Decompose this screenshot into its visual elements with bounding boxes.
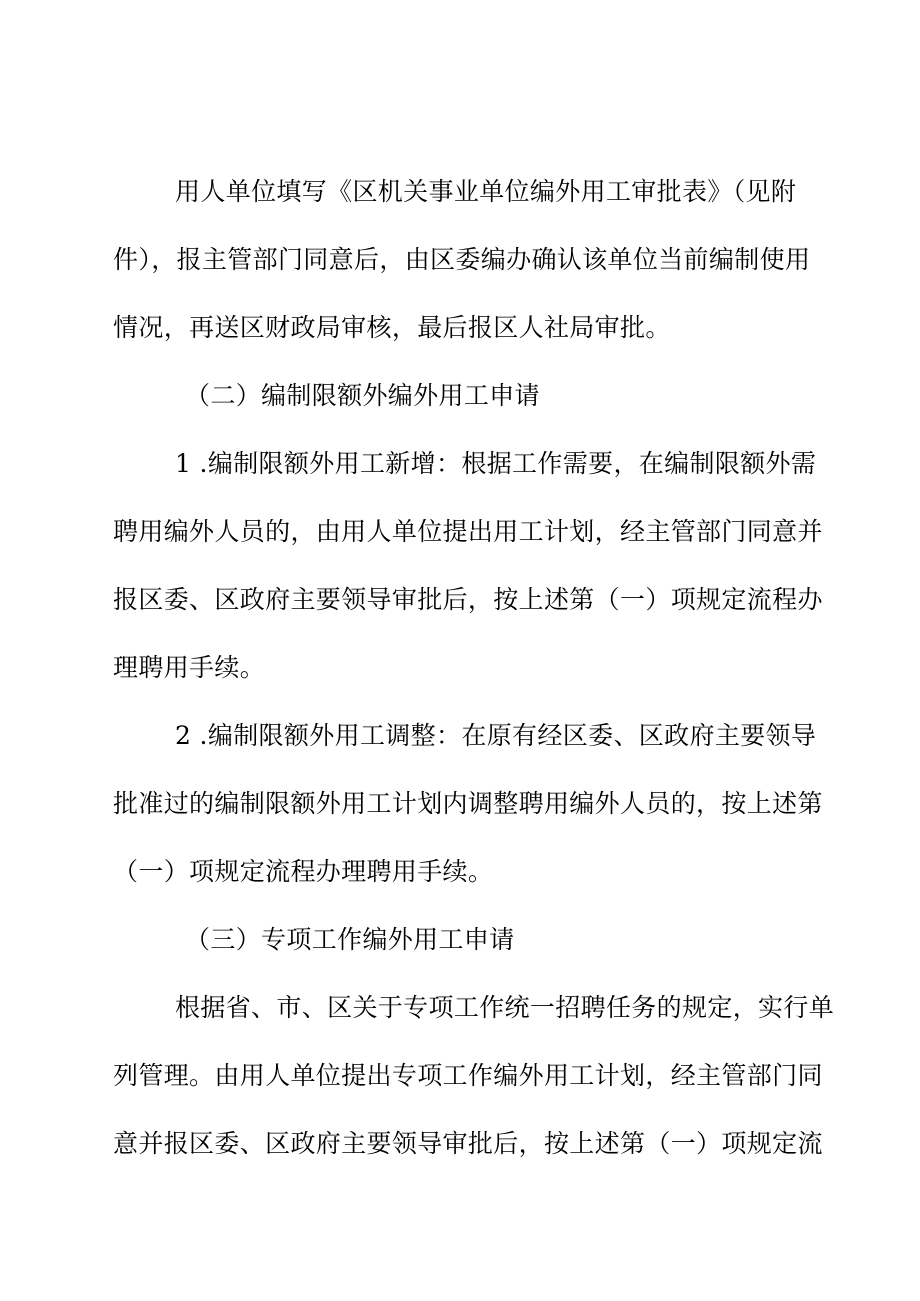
paragraph-line: 用人单位填写《区机关事业单位编外用工审批表》（见附 — [175, 177, 797, 206]
section-heading: （三）专项工作编外用工申请 — [185, 925, 515, 954]
paragraph-line: 1 .编制限额外用工新增：根据工作需要，在编制限额外需 — [175, 449, 817, 478]
paragraph-line: 聘用编外人员的，由用人单位提出用工计划，经主管部门同意并 — [113, 517, 823, 546]
paragraph-line: 2 .编制限额外用工调整：在原有经区委、区政府主要领导 — [175, 721, 817, 750]
paragraph-line: 情况，再送区财政局审核，最后报区人社局审批。 — [113, 313, 671, 342]
paragraph-line: 列管理。由用人单位提出专项工作编外用工计划，经主管部门同 — [113, 1061, 823, 1090]
paragraph-line: 理聘用手续。 — [113, 653, 266, 682]
paragraph-line: 件），报主管部门同意后，由区委编办确认该单位当前编制使用 — [113, 245, 811, 274]
section-heading: （二）编制限额外编外用工申请 — [185, 381, 540, 410]
paragraph-line: （一）项规定流程办理聘用手续。 — [113, 857, 494, 886]
paragraph-line: 意并报区委、区政府主要领导审批后，按上述第（一）项规定流 — [113, 1129, 823, 1158]
paragraph-line: 批准过的编制限额外用工计划内调整聘用编外人员的，按上述第 — [113, 789, 823, 818]
paragraph-line: 根据省、市、区关于专项工作统一招聘任务的规定，实行单 — [175, 993, 835, 1022]
paragraph-line: 报区委、区政府主要领导审批后，按上述第（一）项规定流程办 — [113, 585, 823, 614]
